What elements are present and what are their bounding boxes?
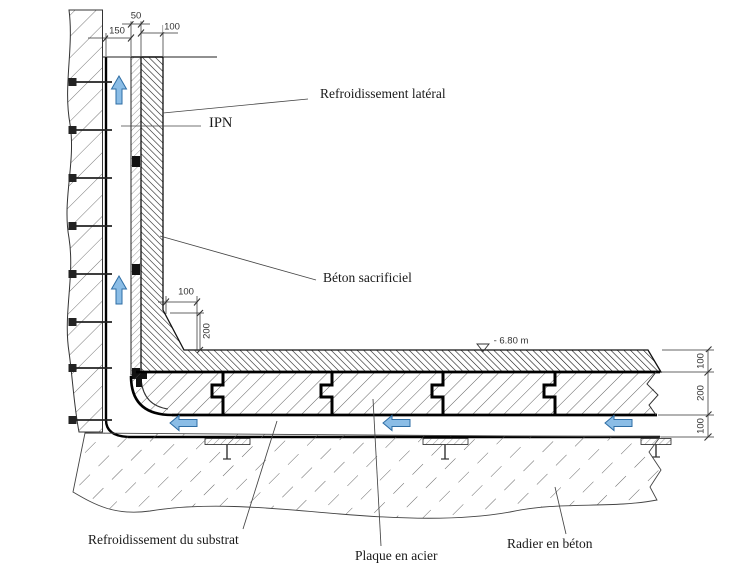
flow-arrow-up-icon (112, 276, 127, 304)
flow-arrow-up-icon (112, 76, 127, 104)
dim-channel-width: 150 (109, 25, 125, 37)
liner-clip (132, 156, 140, 167)
dim-corner-offset-h: 100 (178, 286, 194, 298)
dim-plate-width: 50 (130, 10, 142, 22)
flow-arrow-left-icon (170, 416, 197, 431)
elevation-text: - 6.80 m (493, 335, 529, 347)
label-steel-plate: Plaque en acier (355, 548, 438, 563)
dim-layer-mid: 200 (695, 385, 707, 401)
label-substrate-cooling: Refroidissement du substrat (88, 532, 239, 547)
flow-arrow-left-icon (605, 416, 632, 431)
liner-clip (132, 264, 140, 275)
label-ipn: IPN (209, 115, 233, 131)
label-lateral-cooling: Refroidissement latéral (320, 86, 446, 101)
dim-wall-width: 100 (164, 21, 180, 33)
dim-layer-top: 100 (695, 353, 707, 369)
dim-corner-offset-v: 200 (201, 323, 213, 339)
rock-wall-section (67, 10, 131, 437)
label-concrete-raft: Radier en béton (507, 536, 593, 551)
dim-layer-bottom: 100 (695, 418, 707, 434)
label-sacrificial-concrete: Béton sacrificiel (323, 270, 412, 285)
concrete-raft (73, 433, 661, 518)
concrete-block-layer (131, 372, 660, 415)
flow-arrow-left-icon (383, 416, 410, 431)
